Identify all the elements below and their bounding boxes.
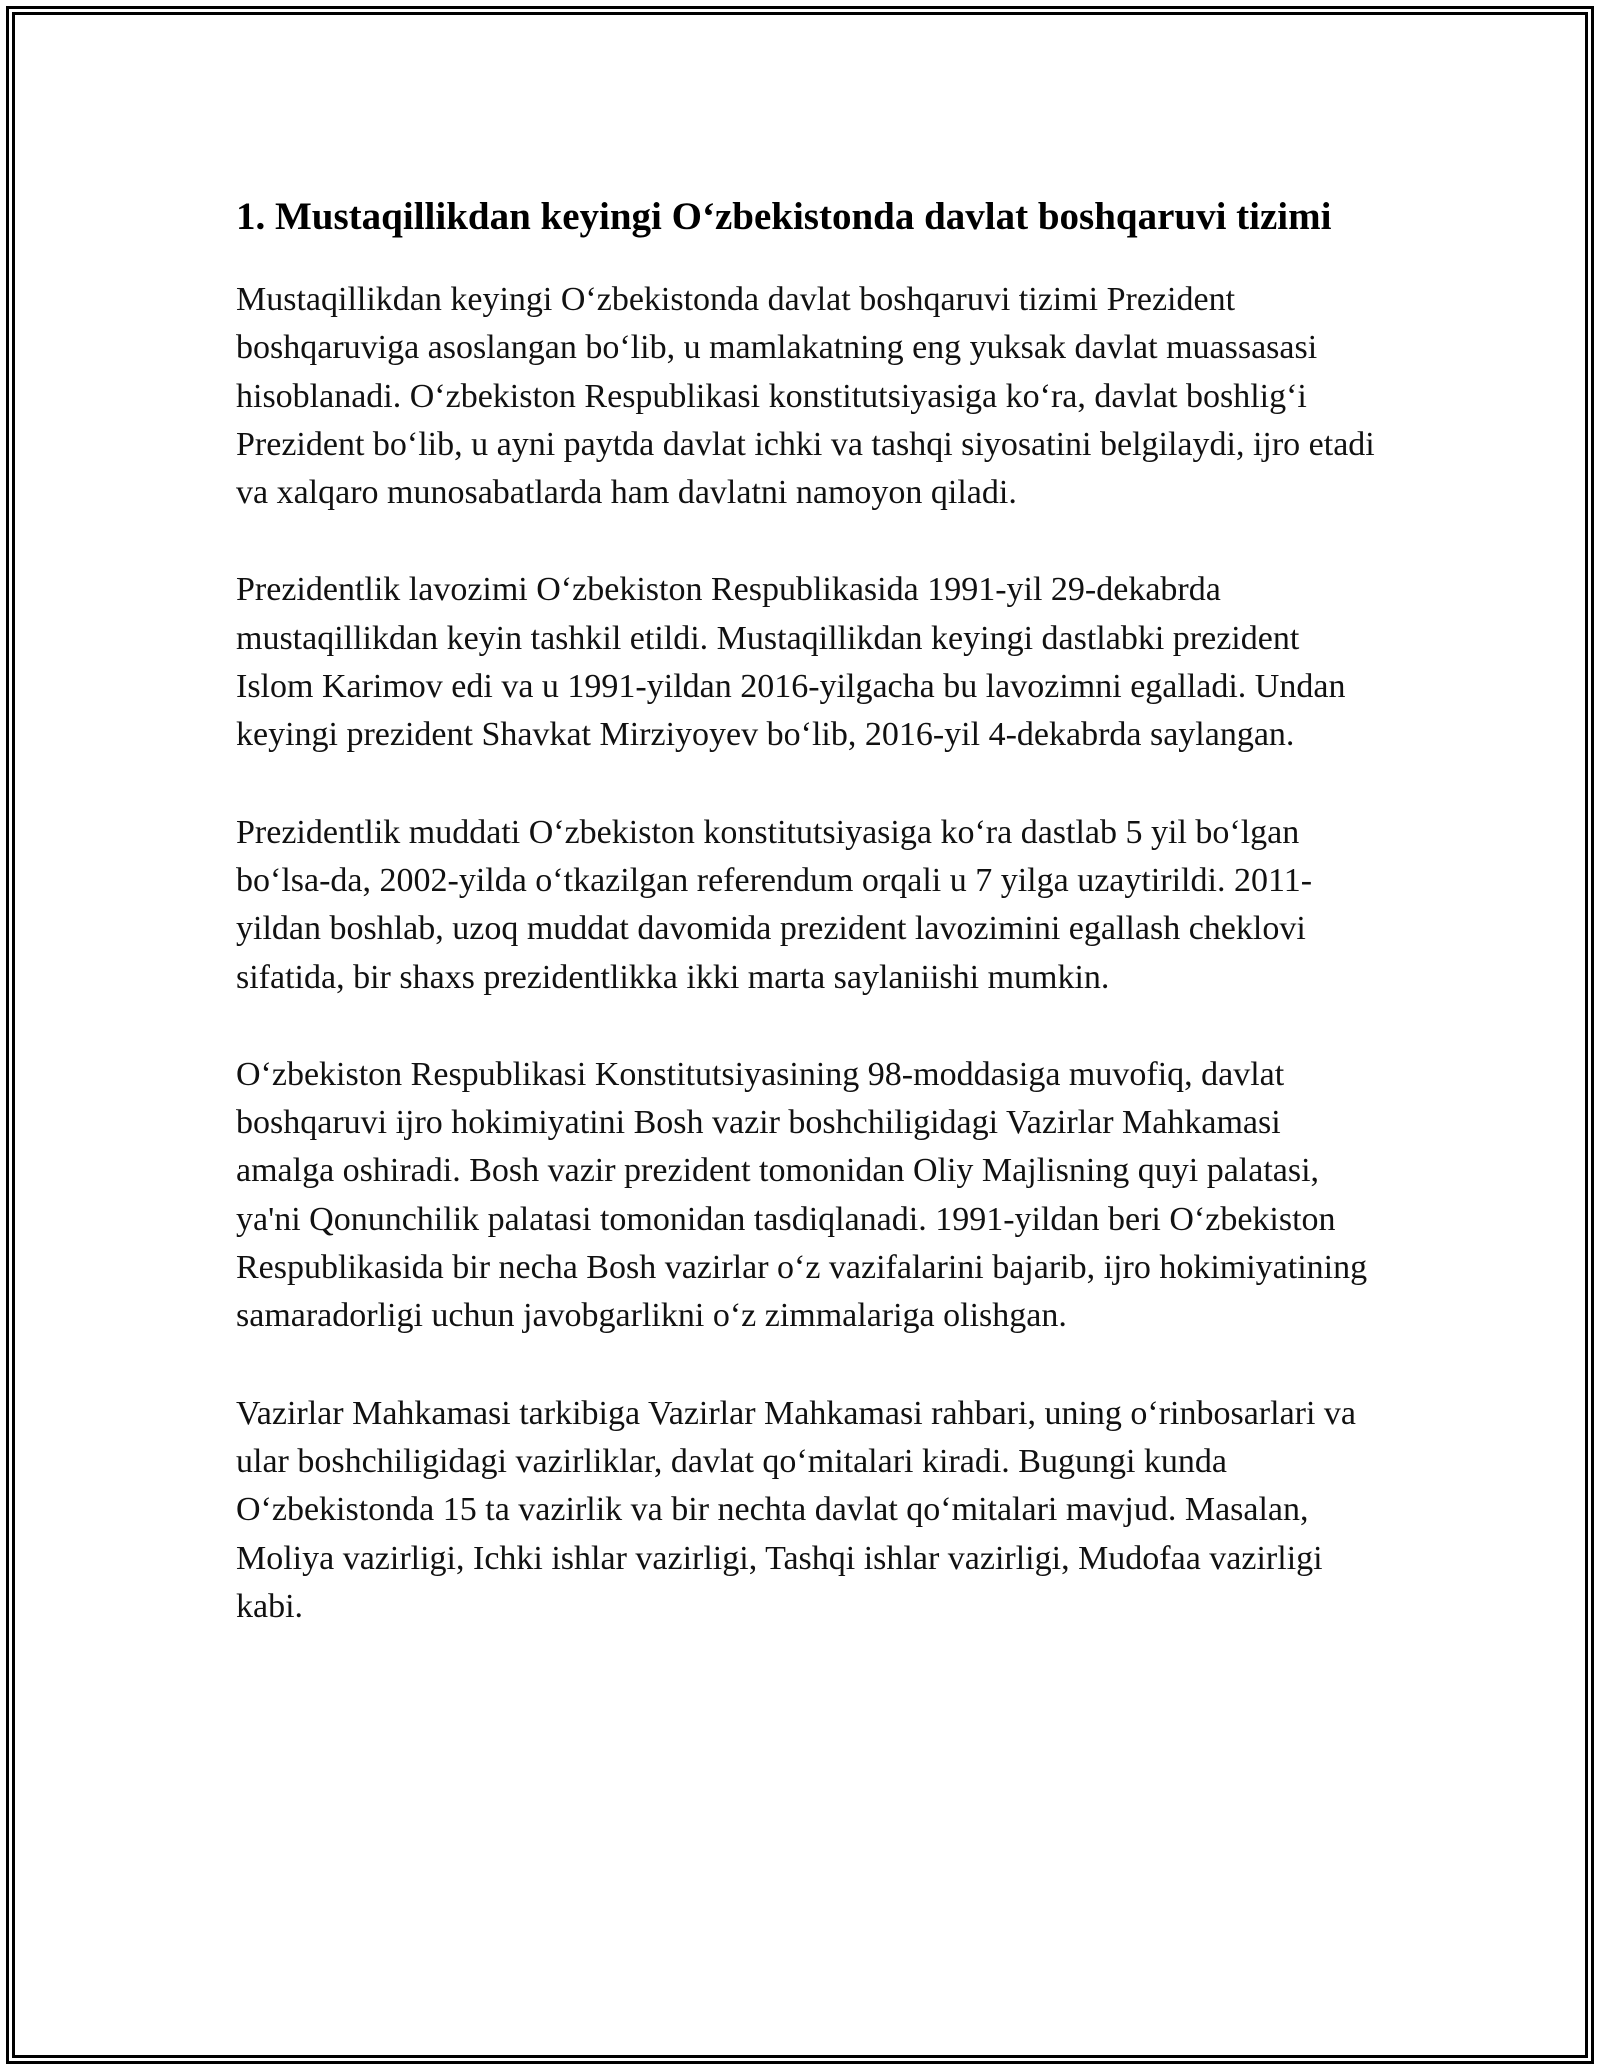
- paragraph-cabinet-of-ministers: O‘zbekiston Respublikasi Konstitutsiyasining 98-moddasiga muvofiq, davlat boshqaruvi ijro hokimiyatini Bosh vazir boshchiligidagi Vazirlar Mahkamasi amalga oshiradi. Bosh vazir prezident tomonidan Oliy Majlisning quyi palatasi, ya'ni Qonunchilik palatasi tomonidan tasdiqlanadi. 1991-yildan beri O‘zbekiston Respublikasida bir necha Bosh vazirlar o‘z vazifalarini bajarib, ijro hokimiyatining samaradorligi uchun javobgarlikni o‘z zimmalariga olishgan.: [236, 1055, 1368, 1335]
- paragraph-presidency-history: Prezidentlik lavozimi O‘zbekiston Respublikasida 1991-yil 29-dekabrda mustaqillikdan keyin tashkil etildi. Mustaqillikdan keyingi dastlabki prezident Islom Karimov edi va u 1991-yildan 2016-yilgacha bu lavozimni egalladi. Undan keyingi prezident Shavkat Mirziyoyev bo‘lib, 2016-yil 4-dekabrda saylangan.: [236, 571, 1346, 754]
- paragraph-ministries: Vazirlar Mahkamasi tarkibiga Vazirlar Mahkamasi rahbari, uning o‘rinbosarlari va ular boshchiligidagi vazirliklar, davlat qo‘mitalari kiradi. Bugungi kunda O‘zbekistonda 15 ta vazirlik va bir nechta davlat qo‘mitalari mavjud. Masalan, Moliya vazirligi, Ichki ishlar vazirligi, Tashqi ishlar vazirligi, Mudofaa vazirligi kabi.: [236, 1394, 1357, 1625]
- document-body: [236, 190, 1376, 1680]
- paragraph-presidential-system: Mustaqillikdan keyingi O‘zbekistonda davlat boshqaruvi tizimi Prezident boshqaruviga asoslangan bo‘lib, u mamlakatning eng yuksak davlat muassasasi hisoblanadi. O‘zbekiston Respublikasi konstitutsiyasiga ko‘ra, davlat boshlig‘i Prezident bo‘lib, u ayni paytda davlat ichki va tashqi siyosatini belgilaydi, ijro etadi va xalqaro munosabatlarda ham davlatni namoyon qiladi.: [236, 281, 1375, 512]
- paragraph-term-length: Prezidentlik muddati O‘zbekiston konstitutsiyasiga ko‘ra dastlab 5 yil bo‘lgan bo‘lsa-da, 2002-yilda o‘tkazilgan referendum orqali u 7 yilga uzaytirildi. 2011-yildan boshlab, uzoq muddat davomida prezident lavozimini egallash cheklovi sifatida, bir shaxs prezidentlikka ikki marta saylaniishi mumkin.: [236, 813, 1313, 996]
- section-heading: 1. Mustaqillikdan keyingi O‘zbekistonda davlat boshqaruvi tizimi: [236, 195, 1332, 238]
